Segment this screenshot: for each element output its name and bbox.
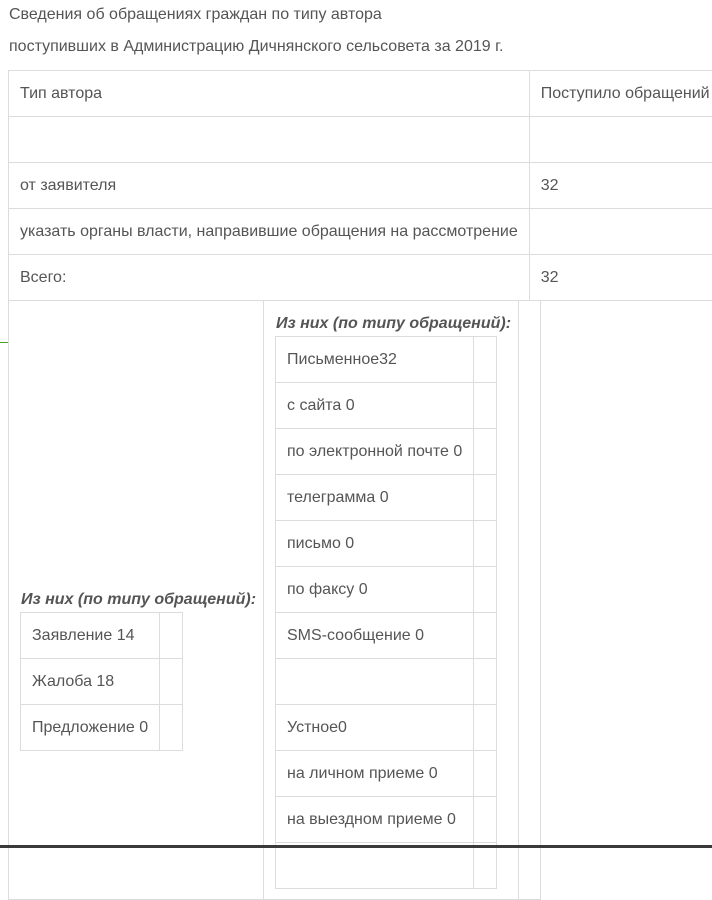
channel-label: на личном приеме 0: [276, 751, 474, 797]
table-row: [9, 117, 712, 163]
empty-cell: [474, 429, 497, 475]
row-value: [529, 117, 712, 163]
appeal-kind-table: [20, 612, 183, 751]
table-row: [276, 383, 497, 429]
total-label: Всего:: [9, 255, 530, 301]
right-breakdown-heading: Из них (по типу обращений):: [276, 315, 511, 333]
table-row: [276, 613, 497, 659]
table-row: [276, 797, 497, 843]
left-breakdown-heading: Из них (по типу обращений):: [21, 591, 256, 609]
empty-cell: [474, 383, 497, 429]
empty-cell: [474, 705, 497, 751]
channel-label: по электронной почте 0: [276, 429, 474, 475]
table-row: [276, 751, 497, 797]
channel-label: Устное0: [276, 705, 474, 751]
report-title-line-2: поступивших в Администрацию Дичнянского сельсовета за 2019 г.: [9, 37, 503, 57]
row-label: от заявителя: [9, 163, 530, 209]
table-row: [276, 521, 497, 567]
appeal-kind-label: Заявление 14: [21, 613, 160, 659]
table-row: [9, 209, 712, 255]
table-row: [276, 567, 497, 613]
channel-label: SMS-сообщение 0: [276, 613, 474, 659]
empty-cell: [474, 797, 497, 843]
empty-cell: [160, 613, 183, 659]
table-row: [276, 429, 497, 475]
table-header-row: [9, 71, 712, 117]
table-row: [21, 659, 183, 705]
table-row: [276, 337, 497, 383]
empty-cell: [519, 301, 541, 900]
total-value: 32: [529, 255, 712, 301]
table-row: [276, 659, 497, 705]
empty-cell: [474, 567, 497, 613]
row-value: [529, 209, 712, 255]
table-row: [276, 843, 497, 889]
header-author-type: Тип автора: [9, 71, 530, 117]
channel-label: по факсу 0: [276, 567, 474, 613]
report-title-line-1: Сведения об обращениях граждан по типу автора: [9, 5, 382, 25]
channel-label: на выездном приеме 0: [276, 797, 474, 843]
row-label: [9, 117, 530, 163]
table-row: [276, 475, 497, 521]
table-row: [21, 613, 183, 659]
channel-label: письмо 0: [276, 521, 474, 567]
table-row: [21, 705, 183, 751]
channel-label: [276, 659, 474, 705]
row-value: 32: [529, 163, 712, 209]
empty-cell: [474, 751, 497, 797]
empty-cell: [474, 659, 497, 705]
channel-label: телеграмма 0: [276, 475, 474, 521]
channel-label: [276, 843, 474, 889]
table-row: [9, 163, 712, 209]
channel-label: с сайта 0: [276, 383, 474, 429]
empty-cell: [474, 613, 497, 659]
appeal-kind-label: Жалоба 18: [21, 659, 160, 705]
empty-cell: [160, 705, 183, 751]
author-type-table: [8, 70, 712, 301]
empty-cell: [474, 337, 497, 383]
empty-cell: [474, 843, 497, 889]
empty-cell: [474, 521, 497, 567]
accent-line: [0, 342, 8, 343]
row-label: указать органы власти, направившие обращения на рассмотрение: [9, 209, 530, 255]
table-row-total: [9, 255, 712, 301]
channel-label: Письменное32: [276, 337, 474, 383]
appeal-kind-label: Предложение 0: [21, 705, 160, 751]
table-row: [276, 705, 497, 751]
empty-cell: [474, 475, 497, 521]
header-received-count: Поступило обращений: [529, 71, 712, 117]
appeal-channel-table: [275, 336, 497, 889]
empty-cell: [160, 659, 183, 705]
